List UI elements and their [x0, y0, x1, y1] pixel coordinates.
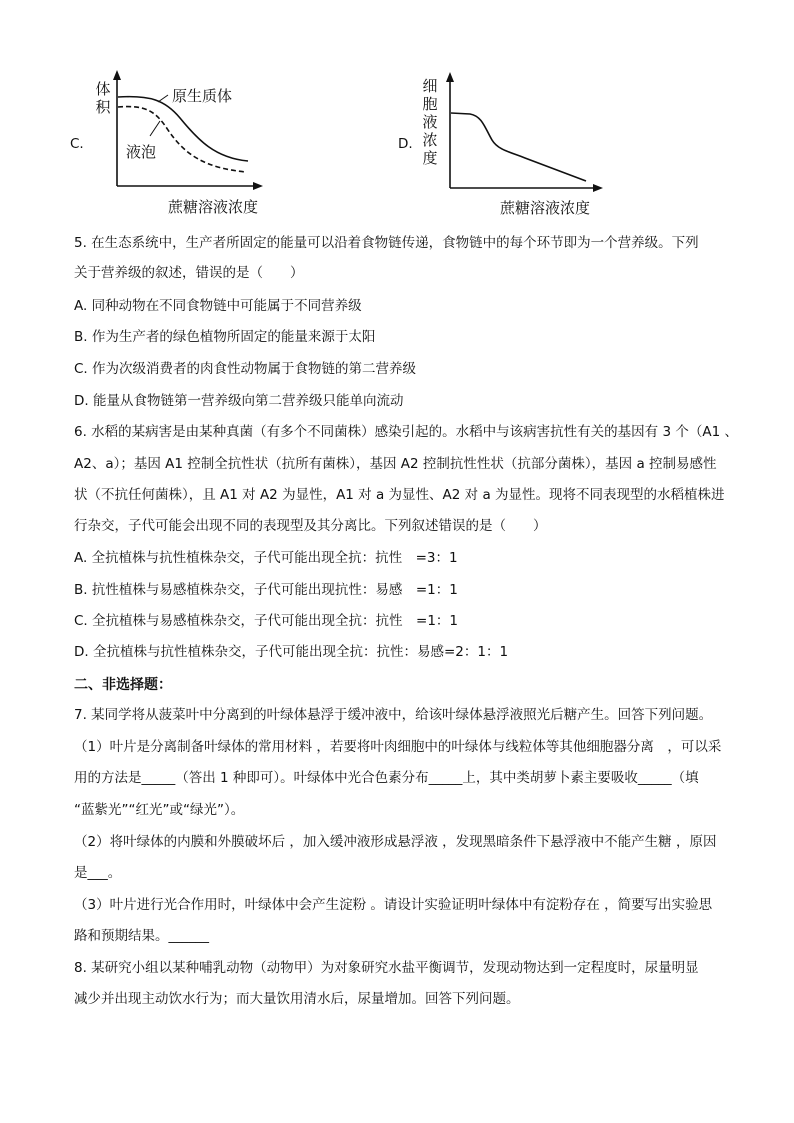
question-7-line-8: 路和预期结果。______: [74, 928, 209, 944]
figure-d-y-arrow: [446, 72, 454, 82]
figure-c-protoplast-label: 原生质体: [172, 87, 233, 105]
question-6-stem-line-1: 6. 水稻的某病害是由某种真菌（有多个不同菌株）感染引起的。水稻中与该病害抗性有关的基因有 3 个（A1 、: [74, 424, 738, 440]
question-6-stem-line-4: 行杂交，子代可能会出现不同的表现型及其分离比。下列叙述错误的是（ ）: [74, 518, 547, 534]
question-5-option-a: A. 同种动物在不同食物链中可能属于不同营养级: [74, 298, 362, 314]
figure-c-x-axis-label: 蔗糖溶液浓度: [168, 198, 259, 216]
question-5-option-c: C. 作为次级消费者的肉食性动物属于食物链的第二营养级: [74, 361, 417, 377]
question-7-line-1: 7. 某同学将从菠菜叶中分离到的叶绿体悬浮于缓冲液中，给该叶绿体悬浮液照光后糖产生。回答下列问题。: [74, 707, 713, 723]
figure-c-option-label: C.: [70, 136, 84, 152]
question-6-option-b: B. 抗性植株与易感植株杂交，子代可能出现抗性：易感 =1：1: [74, 582, 458, 598]
question-6-option-a: A. 全抗植株与抗性植株杂交，子代可能出现全抗：抗性 =3：1: [74, 550, 458, 566]
question-6-option-d: D. 全抗植株与抗性植株杂交，子代可能出现全抗：抗性：易感=2：1：1: [74, 644, 509, 660]
figure-d-y-axis-label: 细 胞 液 浓 度: [422, 77, 438, 167]
question-6-option-c: C. 全抗植株与易感植株杂交，子代可能出现全抗：抗性 =1：1: [74, 613, 458, 629]
question-6-stem-line-3: 状（不抗任何菌株），且 A1 对 A2 为显性，A1 对 a 为显性、A2 对 a 为显性。现将不同表现型的水稻植株进: [74, 487, 725, 503]
question-5-stem-line-2: 关于营养级的叙述，错误的是（ ）: [74, 265, 304, 281]
question-7-line-2: （1）叶片是分离制备叶绿体的常用材料 ，若要将叶肉细胞中的叶绿体与线粒体等其他细胞器分离 ，可以采: [74, 739, 722, 755]
question-8-line-1: 8. 某研究小组以某种哺乳动物（动物甲）为对象研究水盐平衡调节，发现动物达到一定程度时，尿量明显: [74, 960, 699, 976]
figure-d-option-label: D.: [398, 136, 413, 152]
question-7-line-7: （3）叶片进行光合作用时，叶绿体中会产生淀粉 。请设计实验证明叶绿体中有淀粉存在 ，简要写出实验思: [74, 897, 713, 913]
figure-d-x-arrow: [593, 184, 603, 192]
question-6-stem-line-2: A2、a）；基因 A1 控制全抗性状（抗所有菌株），基因 A2 控制抗性性状（抗部分菌株），基因 a 控制易感性: [74, 456, 717, 472]
question-5-stem-line-1: 5. 在生态系统中，生产者所固定的能量可以沿着食物链传递，食物链中的每个环节即为一个营养级。下列: [74, 235, 699, 251]
figure-c-y-axis-label: 体 积: [95, 80, 111, 116]
figure-d-plot: [0, 0, 620, 200]
section-2-title: 二、非选择题：: [74, 677, 172, 693]
question-7-line-6: 是___。: [74, 865, 122, 881]
figure-d-curve: [451, 113, 586, 181]
figure-c-vacuole-label: 液泡: [126, 143, 157, 161]
question-7-line-4: “蓝紫光”“红光”或“绿光”）。: [74, 802, 245, 818]
question-7-line-3: 用的方法是_____（答出 1 种即可）。叶绿体中光合色素分布_____上，其中类胡萝卜素主要吸收_____（填: [74, 770, 699, 786]
question-5-option-d: D. 能量从食物链第一营养级向第二营养级只能单向流动: [74, 393, 404, 409]
question-8-line-2: 减少并出现主动饮水行为；而大量饮用清水后，尿量增加。回答下列问题。: [74, 991, 520, 1007]
question-7-line-5: （2）将叶绿体的内膜和外膜破坏后 ，加入缓冲液形成悬浮液 ，发现黑暗条件下悬浮液中不能产生糖 ，原因: [74, 834, 717, 850]
figure-d-x-axis-label: 蔗糖溶液浓度: [500, 199, 591, 217]
question-5-option-b: B. 作为生产者的绿色植物所固定的能量来源于太阳: [74, 329, 376, 345]
